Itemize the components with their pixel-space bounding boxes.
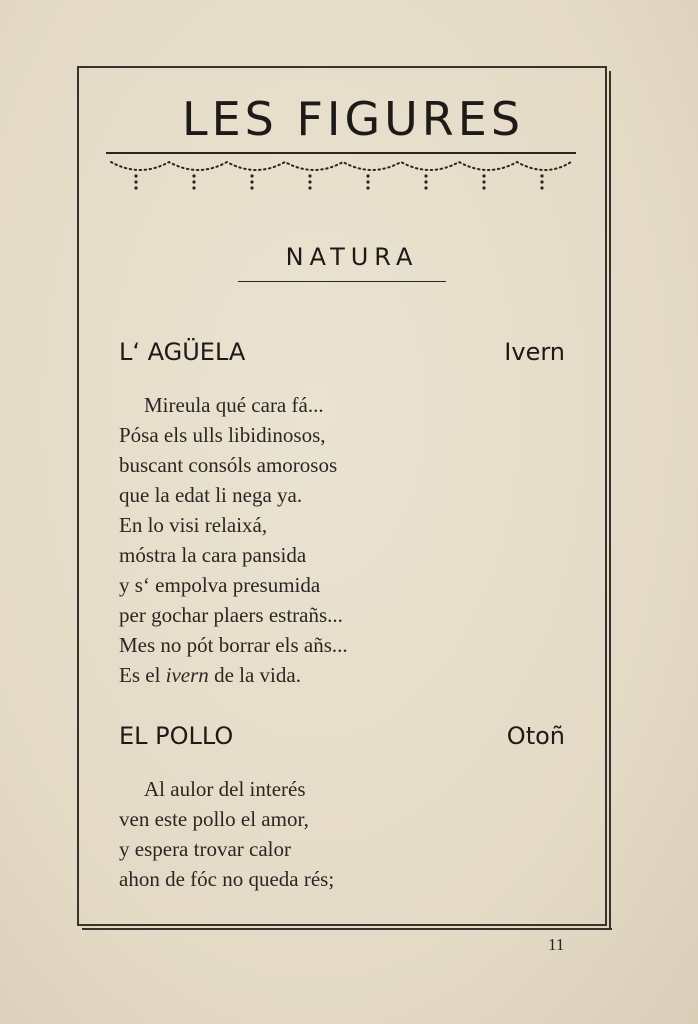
verse-line: Pósa els ulls libidinosos, — [119, 423, 326, 447]
poem-verses — [119, 390, 559, 690]
poem-title: EL POLLO — [119, 722, 234, 750]
verse-line: En lo visi relaixá, — [119, 513, 268, 537]
verse-line: Al aulor del interés — [144, 777, 306, 801]
page-title: LES FIGURES — [181, 92, 525, 146]
verse-line: per gochar plaers estrañs... — [119, 603, 343, 627]
verse-line: buscant consóls amorosos — [119, 453, 338, 477]
frame-shadow-bottom — [82, 928, 612, 930]
verse-line: y espera trovar calor — [119, 837, 291, 861]
frame-shadow-right — [609, 71, 611, 930]
verse-line: Mireula qué cara fá... — [144, 393, 324, 417]
verse-line: y s‘ empolva presumida — [119, 573, 321, 597]
poem-heading — [119, 722, 565, 750]
page-number: 11 — [548, 935, 565, 954]
section-rule — [238, 281, 446, 282]
garland-ornament — [106, 156, 576, 192]
verse-line: ahon de fóc no queda rés; — [119, 867, 335, 891]
verse-emphasis: ivern — [165, 663, 209, 687]
poem-verses — [119, 774, 559, 894]
verse-text: de la vida. — [208, 663, 301, 687]
poem-season: Ivern — [504, 338, 565, 366]
verse-line: móstra la cara pansida — [119, 543, 307, 567]
poem-title: L‘ AGÜELA — [119, 338, 246, 366]
poem-season: Otoñ — [506, 722, 565, 750]
section-title: NATURA — [285, 243, 419, 271]
verse-line: ven este pollo el amor, — [119, 807, 309, 831]
poem-heading — [119, 338, 565, 366]
verse-text: Es el — [119, 663, 166, 687]
verse-line: Mes no pót borrar els añs... — [119, 633, 348, 657]
title-rule — [106, 152, 576, 154]
verse-line-last — [119, 660, 559, 690]
verse-line: que la edat li nega ya. — [119, 483, 303, 507]
